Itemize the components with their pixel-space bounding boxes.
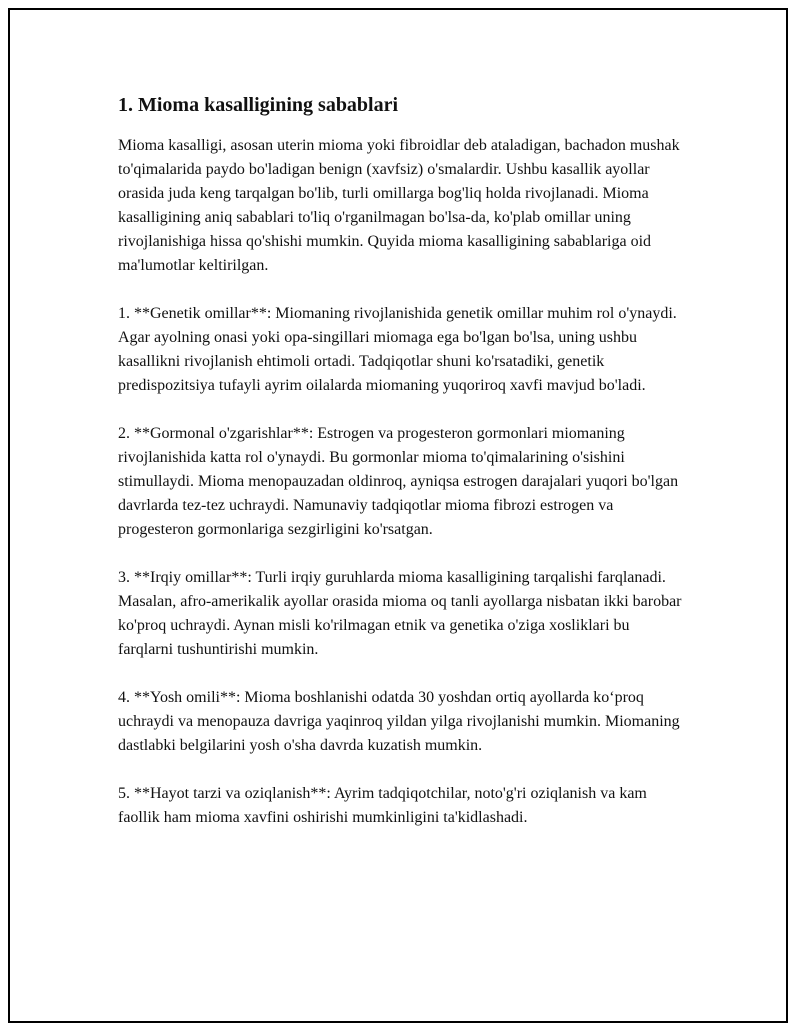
intro-paragraph: Mioma kasalligi, asosan uterin mioma yoki fibroidlar deb ataladigan, bachadon mushak to'qimalarida paydo bo'ladigan benign (xavfsiz) o'smalardir. Ushbu kasallik ayollar orasida juda keng tarqalgan bo'lib, turli omillarga bog'liq holda rivojlanadi. Mioma kasalligining aniq sabablari to'liq o'rganilmagan bo'lsa-da, ko'plab omillar uning rivojlanishiga hissa qo'shishi mumkin. Quyida mioma kasalligining sabablariga oid ma'lumotlar keltirilgan. xyxy=(118,137,680,274)
document-body xyxy=(118,92,688,854)
section-heading: 1. Mioma kasalligining sabablari xyxy=(118,94,399,116)
lifestyle-nutrition-paragraph: 5. **Hayot tarzi va oziqlanish**: Ayrim tadqiqotchilar, noto'g'ri oziqlanish va kam faollik ham mioma xavfini oshirishi mumkinligini ta'kidlashadi. xyxy=(118,785,647,826)
genetic-factors-paragraph: 1. **Genetik omillar**: Miomaning rivojlanishida genetik omillar muhim rol o'ynaydi. Agar ayolning onasi yoki opa-singillari miomaga ega bo'lgan bo'lsa, uning ushbu kasallikni rivojlanish ehtimoli ortadi. Tadqiqotlar shuni ko'rsatadiki, genetik predispozitsiya tufayli ayrim oilalarda miomaning yuqoriroq xavfi mavjud bo'ladi. xyxy=(118,305,677,394)
age-factor-paragraph: 4. **Yosh omili**: Mioma boshlanishi odatda 30 yoshdan ortiq ayollarda ko‘proq uchraydi va menopauza davriga yaqinroq yildan yilga rivojlanishi mumkin. Miomaning dastlabki belgilarini yosh o'sha davrda kuzatish mumkin. xyxy=(118,689,680,754)
hormonal-changes-paragraph: 2. **Gormonal o'zgarishlar**: Estrogen va progesteron gormonlari miomaning rivojlanishida katta rol o'ynaydi. Bu gormonlar mioma to'qimalarining o'sishini stimullaydi. Mioma menopauzadan oldinroq, ayniqsa estrogen darajalari yuqori bo'lgan davrlarda tez-tez uchraydi. Namunaviy tadqiqotlar mioma fibrozi estrogen va progesteron gormonlariga sezgirligini ko'rsatgan. xyxy=(118,425,679,538)
racial-factors-paragraph: 3. **Irqiy omillar**: Turli irqiy guruhlarda mioma kasalligining tarqalishi farqlanadi. Masalan, afro-amerikalik ayollar orasida mioma oq tanli ayollarga nisbatan ikki barobar ko'proq uchraydi. Aynan misli ko'rilmagan etnik va genetika o'ziga xosliklari bu farqlarni tushuntirishi mumkin. xyxy=(118,569,682,658)
